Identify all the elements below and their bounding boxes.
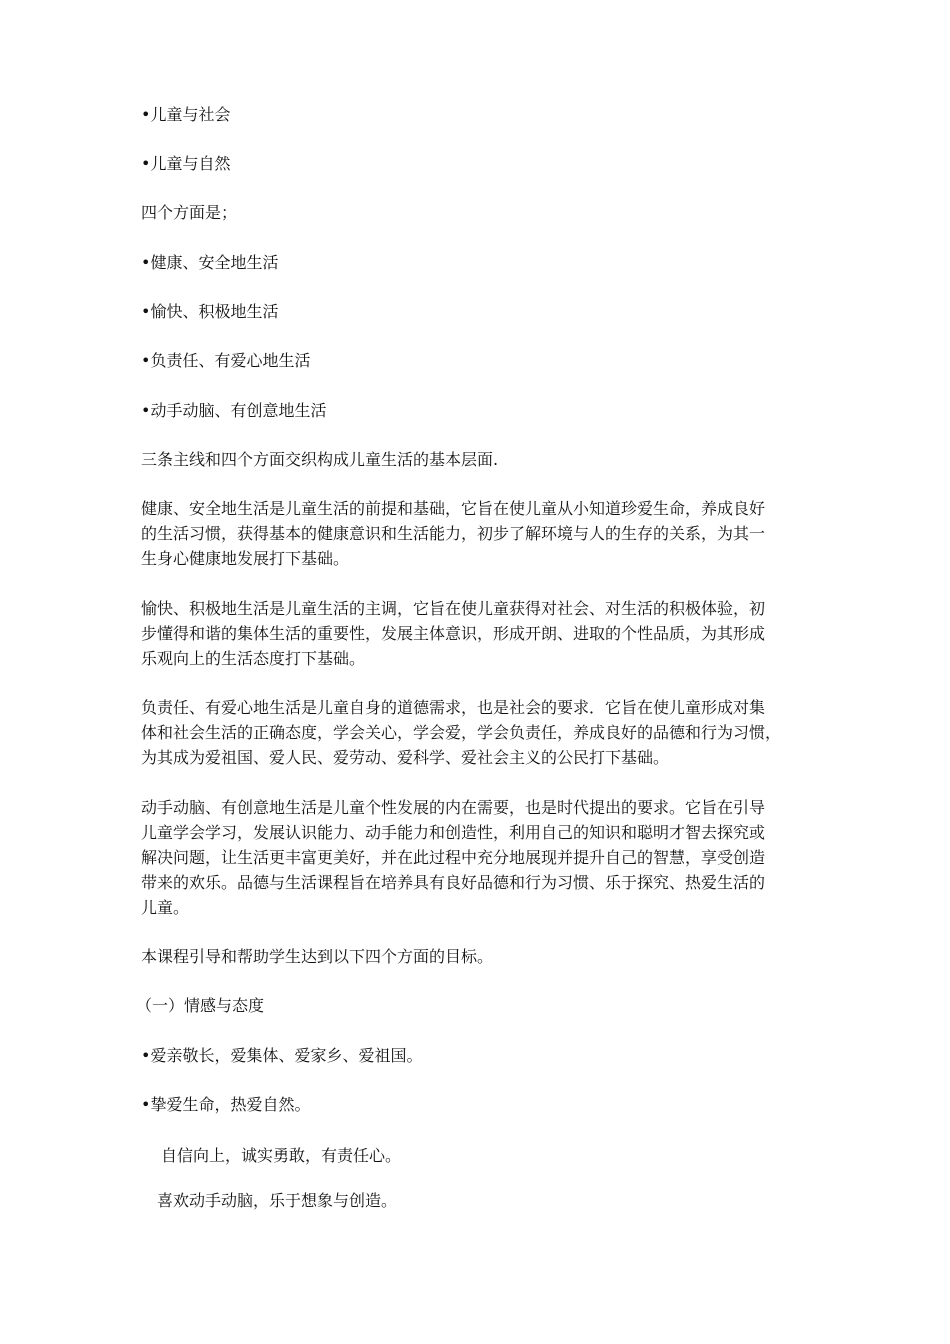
paragraph-positive [141,596,811,671]
bullet-item: •愉快、积极地生活 [141,302,279,321]
text-line: 三条主线和四个方面交织构成儿童生活的基本层面. [141,450,499,469]
goals-intro: 本课程引导和帮助学生达到以下四个方面的目标。 [141,947,494,966]
bullet-item: •健康、安全地生活 [141,253,279,272]
paragraph-line: 健康、安全地生活是儿童生活的前提和基础，它旨在使儿童从小知道珍爱生命，养成良好 [141,499,766,518]
bullet-item: •儿童与社会 [141,105,231,124]
paragraph-health [141,496,811,571]
goal-item: 喜欢动手动脑，乐于想象与创造。 [157,1191,398,1210]
paragraph-line: 体和社会生活的正确态度，学会关心，学会爱，学会负责任，养成良好的品德和行为习惯， [141,723,782,742]
paragraph-line: 解决问题，让生活更丰富更美好，并在此过程中充分地展现并提升自己的智慧，享受创造 [141,848,766,867]
paragraph-line: 为其成为爱祖国、爱人民、爱劳动、爱科学、爱社会主义的公民打下基础。 [141,748,670,767]
goal-item: 自信向上，诚实勇敢，有责任心。 [161,1146,402,1165]
paragraph-line: 儿童学会学习，发展认识能力、动手能力和创造性，利用自己的知识和聪明才智去探究或 [141,823,766,842]
bullet-item: •爱亲敬长，爱集体、爱家乡、爱祖国。 [141,1046,423,1065]
text-line: 四个方面是； [141,203,238,222]
bullet-item: •负责任、有爱心地生活 [141,351,311,370]
paragraph-line: 愉快、积极地生活是儿童生活的主调，它旨在使儿童获得对社会、对生活的积极体验，初 [141,599,766,618]
paragraph-line: 动手动脑、有创意地生活是儿童个性发展的内在需要，也是时代提出的要求。它旨在引导 [141,798,766,817]
paragraph-line: 带来的欢乐。品德与生活课程旨在培养具有良好品德和行为习惯、乐于探究、热爱生活的 [141,873,766,892]
bullet-item: •动手动脑、有创意地生活 [141,401,327,420]
paragraph-line: 步懂得和谐的集体生活的重要性，发展主体意识，形成开朗、进取的个性品质，为其形成 [141,624,766,643]
bullet-item: •儿童与自然 [141,154,231,173]
bullet-item: •挚爱生命，热爱自然。 [141,1095,311,1114]
paragraph-line: 生身心健康地发展打下基础。 [141,549,350,568]
paragraph-line: 的生活习惯，获得基本的健康意识和生活能力，初步了解环境与人的生存的关系，为其一 [141,524,766,543]
section-heading: （一）情感与态度 [136,996,265,1015]
paragraph-line: 儿童。 [141,898,190,917]
paragraph-responsible [141,695,811,770]
paragraph-line: 乐观向上的生活态度打下基础。 [141,649,366,668]
paragraph-creative [141,795,811,920]
paragraph-line: 负责任、有爱心地生活是儿童自身的道德需求，也是社会的要求．它旨在使儿童形成对集 [141,698,766,717]
